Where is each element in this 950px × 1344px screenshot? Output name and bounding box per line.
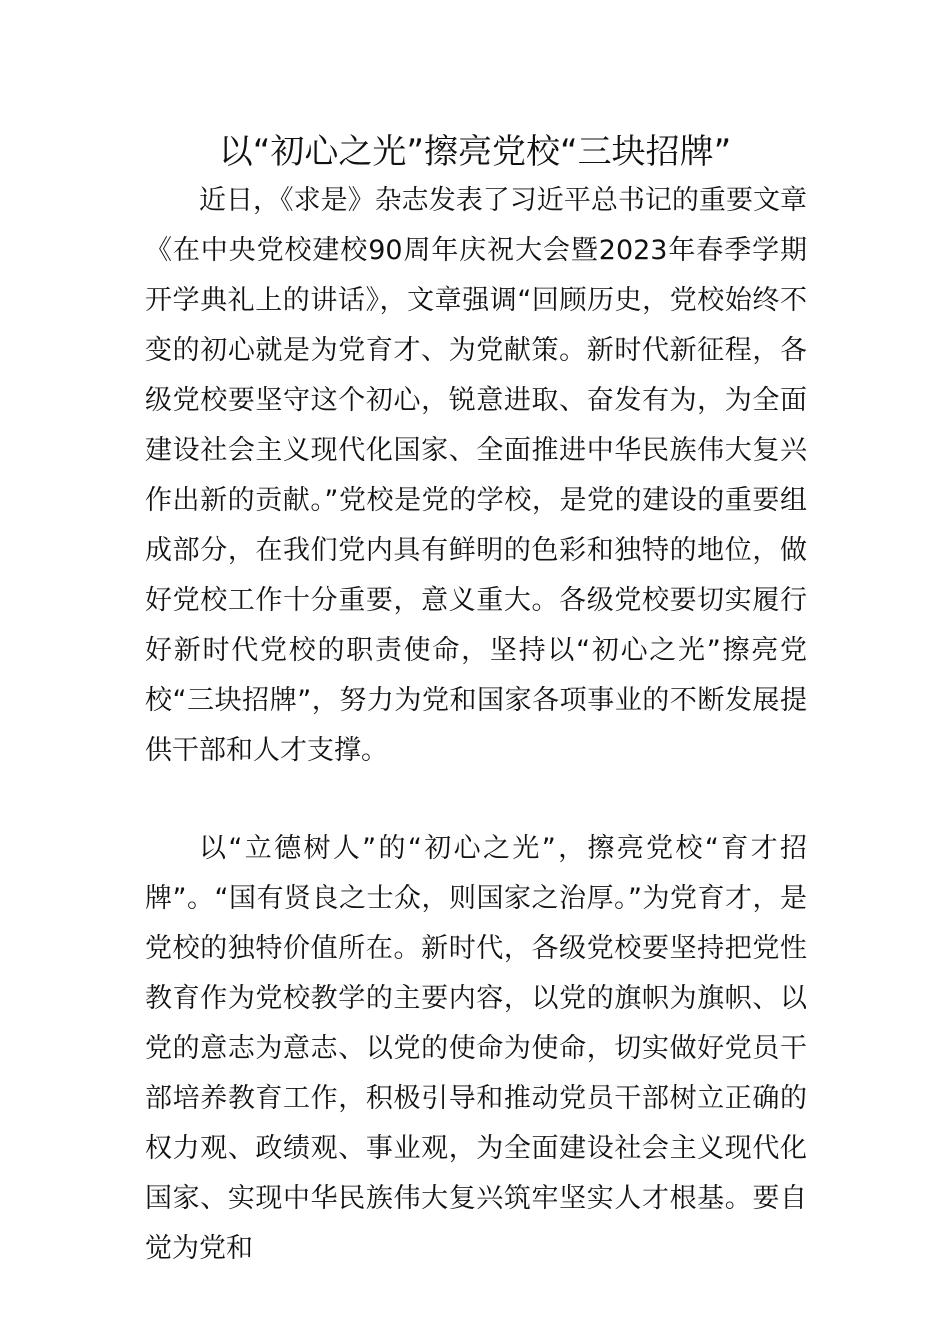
paragraph-talent-cultivation: 以“立德树人”的“初心之光”，擦亮党校“育才招牌”。“国有贤良之士众，则国家之治厚。”为党育才，是党校的独特价值所在。新时代，各级党校要坚持把党性教育作为党校教学的主要内容，以党的旗帜为旗帜、以党的意志为意志、以党的使命为使命，切实做好党员干部培养教育工作，积极引导和推动党员干部树立正确的权力观、政绩观、事业观，为全面建设社会主义现代化国家、实现中华民族伟大复兴筑牢坚实人才根基。要自觉为党和 [145,833,807,1264]
document-title: 以“初心之光”擦亮党校“三块招牌” [218,132,732,172]
paragraph-intro: 近日，《求是》杂志发表了习近平总书记的重要文章《在中央党校建校90周年庆祝大会暨2023年春季学期开学典礼上的讲话》，文章强调“回顾历史，党校始终不变的初心就是为党育才、为党献策。新时代新征程，各级党校要坚守这个初心，锐意进取、奋发有为，为全面建设社会主义现代化国家、全面推进中华民族伟大复兴作出新的贡献。”党校是党的学校，是党的建设的重要组成部分，在我们党内具有鲜明的色彩和独特的地位，做好党校工作十分重要，意义重大。各级党校要切实履行好新时代党校的职责使命，坚持以“初心之光”擦亮党校“三块招牌”，努力为党和国家各项事业的不断发展提供干部和人才支撑。 [145,185,807,766]
